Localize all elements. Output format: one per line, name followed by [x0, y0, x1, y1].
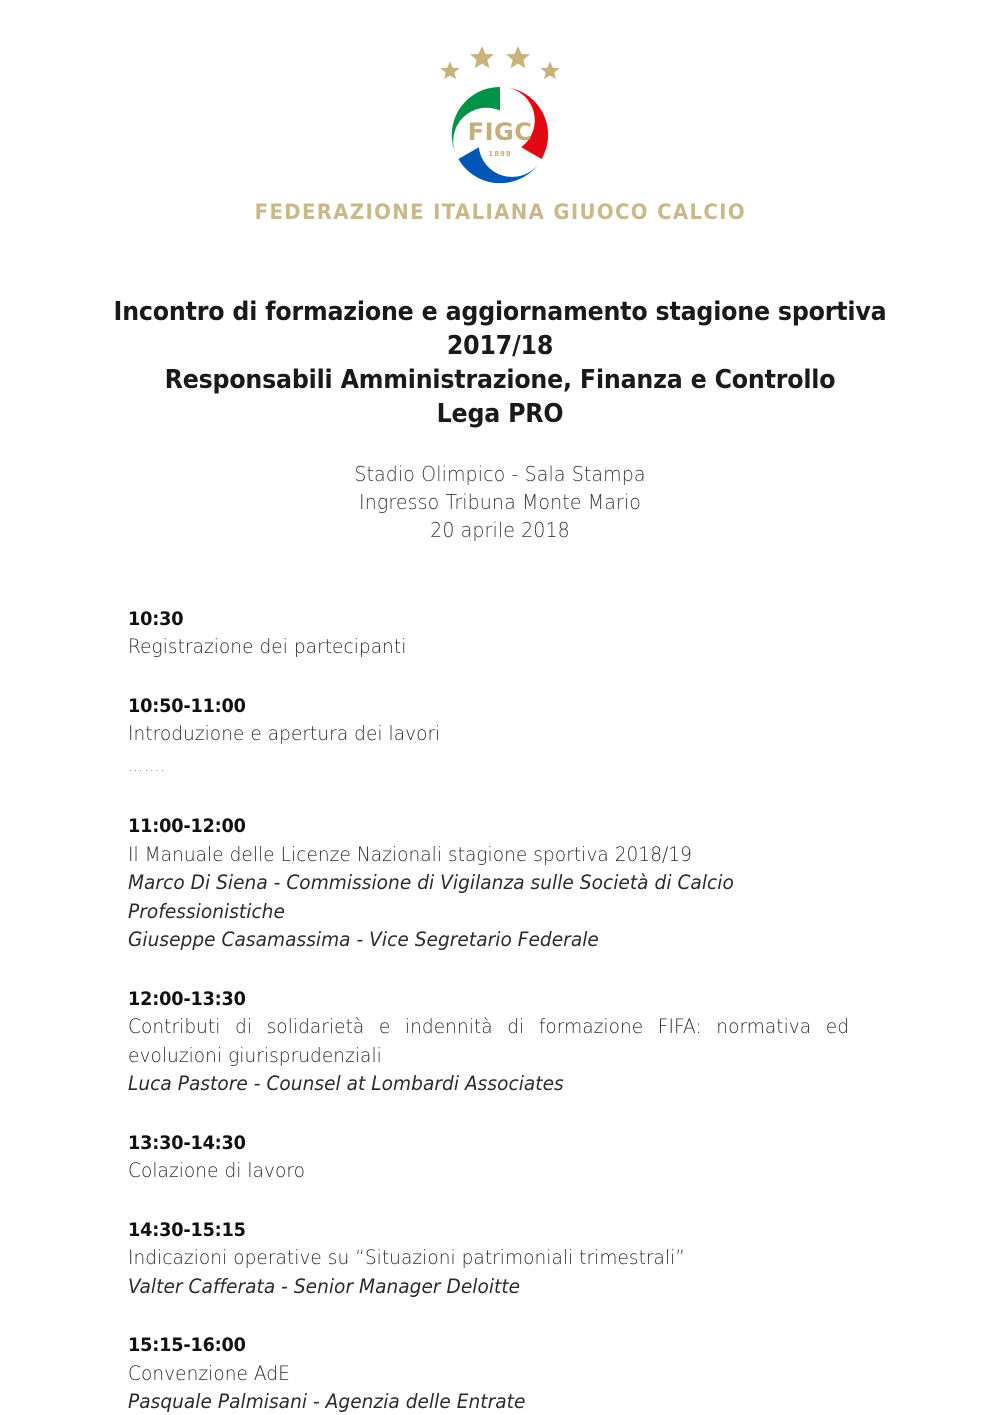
title-line-1: Incontro di formazione e aggiornamento stagione sportiva 2017/18 — [113, 297, 887, 361]
agenda-description: Introduzione e apertura dei lavori — [128, 722, 441, 746]
logo-acronym: FIGC — [467, 118, 533, 146]
agenda-list — [0, 605, 1000, 1415]
agenda-time: 12:00-13:30 — [128, 987, 246, 1010]
agenda-description: Registrazione dei partecipanti — [128, 635, 407, 659]
agenda-description: Indicazioni operative su “Situazioni patrimoniali trimestrali” — [128, 1246, 685, 1270]
venue-line-1: Stadio Olimpico - Sala Stampa — [354, 461, 646, 486]
agenda-speaker: Pasquale Palmisani - Agenzia delle Entrate — [128, 1389, 526, 1413]
venue-line-2: Ingresso Tribuna Monte Mario — [358, 490, 641, 515]
agenda-time: 15:15-16:00 — [128, 1334, 246, 1357]
venue-date: 20 aprile 2018 — [430, 518, 570, 543]
agenda-time: 14:30-15:15 — [128, 1218, 246, 1241]
agenda-item — [128, 1216, 887, 1301]
title-line-3: Lega PRO — [436, 398, 564, 429]
agenda-time: 10:30 — [128, 607, 184, 630]
figc-emblem-icon — [420, 38, 580, 188]
title-line-2: Responsabili Amministrazione, Finanza e Controllo — [164, 364, 836, 395]
venue-details — [0, 460, 1000, 545]
agenda-speaker: Marco Di Siena - Commissione di Vigilanza sulle Società di Calcio Professionistiche — [128, 871, 734, 923]
logo-founded-year: 1898 — [488, 150, 512, 158]
event-title — [0, 296, 1000, 432]
agenda-description: Contributi di solidarietà e indennità di formazione FIFA: normativa ed evoluzioni giurisprudenziali — [128, 1015, 850, 1067]
agenda-item — [128, 812, 887, 954]
agenda-speaker: Luca Pastore - Counsel at Lombardi Associates — [128, 1072, 564, 1096]
agenda-description: Colazione di lavoro — [128, 1159, 306, 1183]
agenda-item — [128, 1129, 887, 1186]
figc-logo-header — [0, 0, 1000, 224]
agenda-time: 10:50-11:00 — [128, 694, 246, 717]
agenda-time: 13:30-14:30 — [128, 1131, 246, 1154]
agenda-description: Il Manuale delle Licenze Nazionali stagione sportiva 2018/19 — [128, 842, 693, 866]
agenda-description: Convenzione AdE — [128, 1361, 290, 1385]
agenda-item — [128, 605, 887, 662]
agenda-speaker: Giuseppe Casamassima - Vice Segretario Federale — [128, 928, 599, 952]
agenda-dots: ……. — [128, 755, 167, 775]
federation-name: FEDERAZIONE ITALIANA GIUOCO CALCIO — [254, 200, 746, 224]
logo-stars — [440, 46, 559, 79]
agenda-time: 11:00-12:00 — [128, 815, 246, 838]
agenda-speaker: Valter Cafferata - Senior Manager Deloitte — [128, 1274, 521, 1298]
agenda-item — [128, 692, 887, 783]
agenda-item — [128, 1331, 887, 1415]
agenda-item — [128, 985, 887, 1099]
